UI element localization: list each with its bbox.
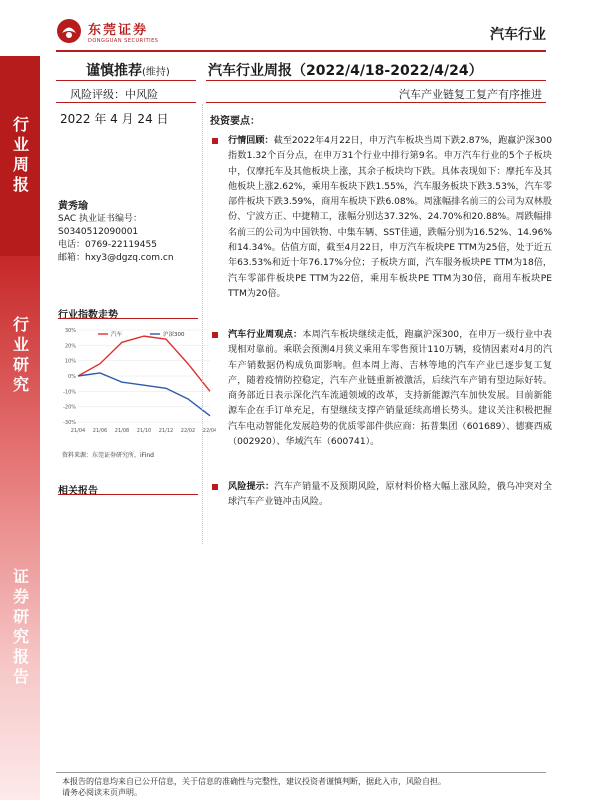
rating — [86, 60, 170, 80]
bullet-icon — [212, 138, 218, 144]
industry-label: 汽车行业 — [490, 27, 546, 43]
related-reports-title: 相关报告 — [58, 486, 98, 497]
logo-name: 东莞证券 — [88, 22, 149, 38]
y-tick-label: 20% — [64, 343, 76, 350]
series-line-hs300 — [78, 373, 210, 416]
x-tick-label: 21/12 — [158, 428, 174, 434]
header-divider — [56, 50, 546, 52]
logo — [56, 18, 158, 44]
risk-text: 汽车产销量不及预期风险，原材料价格大幅上涨风险，俄乌冲突对全球汽车产业链冲击风险。 — [228, 482, 552, 508]
x-tick-label: 21/08 — [114, 428, 130, 434]
legend-label: 汽车 — [111, 332, 123, 338]
x-tick-label: 22/04 — [202, 428, 216, 434]
rating-status: (维持) — [142, 67, 170, 78]
analyst-name: 黄秀瑜 — [58, 201, 88, 212]
sidebar-band-research: 行业研究 — [0, 256, 40, 456]
y-tick-label: 10% — [64, 358, 76, 365]
divider — [56, 80, 196, 81]
sidebar-band-securities: 证券研究报告 — [0, 456, 40, 800]
market-review-heading: 行情回顾： — [228, 136, 274, 146]
sidebar-band-weekly: 行业周报 — [0, 56, 40, 256]
risk-heading: 风险提示： — [228, 482, 275, 492]
x-tick-label: 21/10 — [136, 428, 152, 434]
market-review-paragraph — [212, 134, 552, 302]
logo-name-en: DONGGUAN SECURITIES — [88, 37, 159, 44]
logo-emblem-icon — [56, 18, 82, 44]
footer-divider — [56, 772, 546, 773]
chart-source: 资料来源：东莞证券研究所，iFind — [62, 452, 154, 459]
x-tick-label: 21/04 — [70, 428, 86, 434]
analyst-info — [58, 200, 174, 265]
legend-label: 沪深300 — [163, 332, 185, 338]
x-tick-label: 21/06 — [92, 428, 108, 434]
risk-paragraph — [212, 480, 552, 511]
bullet-icon — [212, 484, 218, 490]
analyst-email[interactable]: 邮箱：hxy3@dgzq.com.cn — [58, 253, 174, 263]
y-tick-label: 0% — [68, 374, 76, 380]
weekly-view-heading: 汽车行业周观点： — [228, 330, 303, 340]
bullet-icon — [212, 332, 218, 338]
report-date: 2022 年 4 月 24 日 — [60, 112, 169, 126]
y-tick-label: -30% — [63, 420, 76, 426]
index-chart — [58, 322, 216, 442]
divider — [56, 102, 196, 103]
index-chart-svg — [58, 322, 216, 442]
license-number: S0340512090001 — [58, 227, 139, 237]
weekly-view-text: 本周汽车板块继续走低，跑赢沪深300，在申万一级行业中表现相对靠前。乘联会预测4月狭义乘用车零售预计110万辆，疫情因素对4月的汽车产销数据仍构成负面影响。但本周上海、吉林等地的汽车产业已逐步复工复产，随着疫情防控稳定，汽车产业链重新被激活，后续汽车产销有望边际好转。商务部近日表示深化汽车流通领域的改革，支持新能源汽车加快发展。目前新能源车企在手订单充足，有望继续支撑产销量延续高增长势头。建议关注积极把握汽车电动智能化发展趋势的优质零部件供应商：拓普集团（601689）、德赛西威（002920）、华域汽车（600741）。 — [228, 330, 552, 448]
divider — [58, 494, 198, 495]
y-tick-label: 30% — [64, 328, 76, 334]
y-tick-label: -10% — [63, 389, 76, 396]
divider — [206, 102, 546, 103]
index-chart-title: 行业指数走势 — [58, 310, 118, 321]
column-divider — [202, 104, 203, 544]
investment-points-title: 投资要点： — [210, 116, 260, 127]
rating-label: 谨慎推荐 — [86, 63, 142, 79]
market-review-text: 截至2022年4月22日，申万汽车板块当周下跌2.87%，跑赢沪深300指数1.32个百分点，在申万31个行业中排行第9名。申万汽车行业的5个子板块中，仅摩托车及其他板块上涨，其余子板块均下跌。具体表现如下：摩托车及其他板块上涨2.62%，乘用车板块下跌1.55%，汽车服务板块下跌3.53%，汽车零部件板块下跌3.59%，商用车板块下跌6.08%。周涨幅排名前三的公司为双林股份、宁波方正、中捷精工，涨幅分别达37.32%、24.70%和20.88%。周跌幅排名前三的公司为中国铁物、中集车辆、SST佳通，跌幅分别为16.52%、14.96%和14.34%。估值方面，截至4月22日，申万汽车板块PE TTM为25倍，处于近五年63.53%和近十年76.17%分位；子板块方面，汽车服务板块PE TTM为18倍，汽车零部件板块PE TTM为22倍，乘用车板块PE TTM为30倍，商用车板块PE TTM为20倍。 — [228, 136, 552, 299]
series-line-auto — [78, 336, 210, 391]
divider — [58, 318, 198, 319]
y-tick-label: -20% — [63, 404, 76, 411]
x-tick-label: 22/02 — [180, 428, 196, 434]
license-label: SAC 执业证书编号： — [58, 214, 143, 224]
report-subtitle: 汽车产业链复工复产有序推进 — [399, 88, 542, 101]
report-title: 汽车行业周报（2022/4/18-2022/4/24） — [208, 63, 483, 79]
footer — [62, 776, 552, 798]
risk-rating: 风险评级：中风险 — [70, 88, 158, 101]
weekly-view-paragraph — [212, 328, 552, 450]
footer-note: 请务必阅读末页声明。 — [62, 788, 142, 797]
divider — [206, 80, 546, 81]
footer-disclaimer: 本报告的信息均来自已公开信息，关于信息的准确性与完整性，建议投资者谨慎判断，据此入市，风险自担。 — [62, 777, 446, 786]
analyst-phone: 电话：0769-22119455 — [58, 240, 157, 250]
